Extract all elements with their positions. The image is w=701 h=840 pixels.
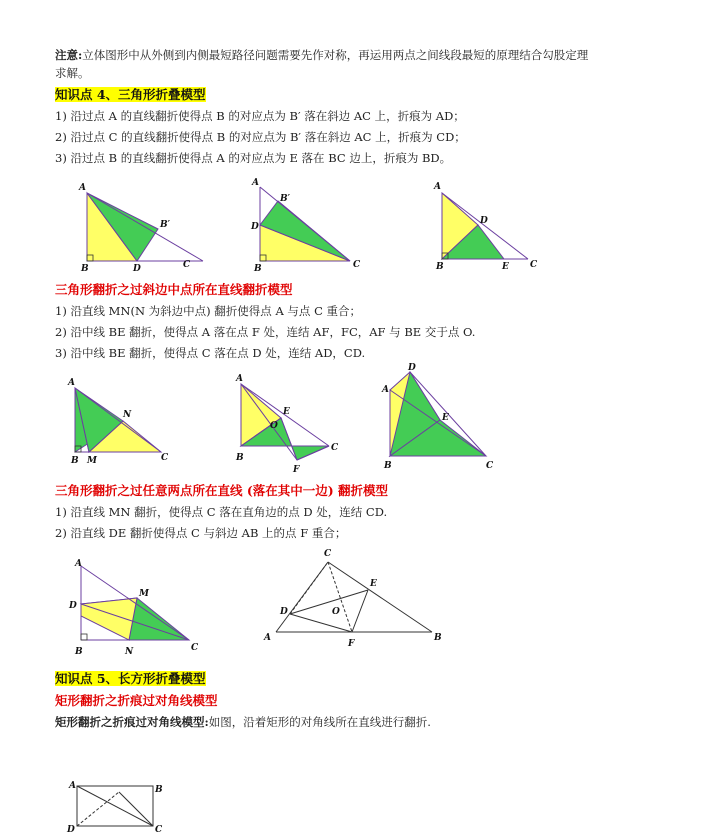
section4-item-2: 2) 沿过点 C 的直线翻折使得点 B 的对应点为 B′ 落在斜边 AC 上，折痕为 CD； bbox=[55, 130, 466, 144]
sub1-item-2: 2) 沿中线 BE 翻折，使得点 A 落在点 F 处，连结 AF，FC，AF 与 BE 交于点 O. bbox=[55, 325, 476, 339]
sub1-item-3: 3) 沿中线 BE 翻折，使得点 C 落在点 D 处，连结 AD，CD. bbox=[55, 346, 366, 360]
s1f2-label-F: F bbox=[293, 465, 300, 475]
f3-label-B: B bbox=[436, 262, 444, 272]
s5-label-C: C bbox=[155, 825, 163, 835]
f3-label-C: C bbox=[530, 260, 538, 270]
s1f3-label-A: A bbox=[382, 385, 389, 395]
f1-label-A: A bbox=[79, 183, 86, 193]
section5-desc-text: 如图，沿着矩形的对角线所在直线进行翻折. bbox=[208, 715, 431, 729]
s2f2-label-F: F bbox=[348, 639, 355, 649]
s1f1-label-A: A bbox=[68, 378, 75, 388]
s1f2-label-C: C bbox=[331, 443, 339, 453]
s2f2-label-B: B bbox=[434, 633, 442, 643]
s2f1-label-A: A bbox=[75, 559, 82, 569]
note-text-2: 求解。 bbox=[55, 66, 90, 80]
s1f2-label-B: B bbox=[236, 453, 244, 463]
s2f2-label-E: E bbox=[370, 579, 377, 589]
f2-label-Bp: B′ bbox=[280, 194, 290, 204]
s2f1-label-N: N bbox=[125, 647, 134, 657]
sub1-figure-2 bbox=[233, 370, 353, 485]
section5-subheading: 矩形翻折之折痕过对角线模型 bbox=[55, 693, 218, 708]
s2f2-label-D: D bbox=[280, 607, 288, 617]
section5-desc-label: 矩形翻折之折痕过对角线模型: bbox=[55, 715, 209, 729]
f3-label-D: D bbox=[480, 216, 488, 226]
f2-label-C: C bbox=[353, 260, 361, 270]
s2f1-label-D: D bbox=[69, 601, 77, 611]
s1f1-label-B: B bbox=[71, 456, 79, 466]
s1f2-label-E: E bbox=[283, 407, 290, 417]
section4-figure-2 bbox=[250, 175, 370, 275]
section4-item-1: 1) 沿过点 A 的直线翻折使得点 B 的对应点为 B′ 落在斜边 AC 上，折痕为 AD； bbox=[55, 109, 465, 123]
s1f1-label-N: N bbox=[123, 410, 132, 420]
sub2-figure-2 bbox=[260, 548, 450, 668]
section4-figures bbox=[55, 175, 675, 283]
section5-heading-line bbox=[55, 668, 675, 690]
sub1-figure-1 bbox=[65, 376, 185, 486]
note-paragraph-cont bbox=[55, 63, 675, 84]
sub2-item-2: 2) 沿直线 DE 翻折使得点 C 与斜边 AB 上的点 F 重合； bbox=[55, 526, 347, 540]
note-paragraph bbox=[55, 44, 675, 66]
s5-label-B: B bbox=[155, 785, 163, 795]
s2f2-label-C: C bbox=[324, 549, 332, 559]
section5-desc bbox=[55, 712, 675, 733]
sub1-item-1: 1) 沿直线 MN(N 为斜边中点) 翻折使得点 A 与点 C 重合； bbox=[55, 304, 362, 318]
document-page bbox=[55, 44, 675, 835]
sub2-figures bbox=[55, 548, 675, 670]
s1f3-label-C: C bbox=[486, 461, 494, 471]
section4-heading-line bbox=[55, 84, 675, 106]
section4-figure-1 bbox=[75, 175, 195, 275]
section5-figure bbox=[61, 780, 171, 840]
sub2-item-1: 1) 沿直线 MN 翻折，使得点 C 落在直角边的点 D 处，连结 CD. bbox=[55, 505, 388, 519]
sub1-figure-3 bbox=[380, 364, 505, 484]
s1f3-label-E: E bbox=[442, 413, 449, 423]
section4-item-3: 3) 沿过点 B 的直线翻折使得点 A 的对应点为 E 落在 BC 边上，折痕为 BD。 bbox=[55, 151, 452, 165]
f2-label-A: A bbox=[252, 178, 259, 188]
f1-label-Bp: B′ bbox=[160, 220, 170, 230]
f1-label-C: C bbox=[183, 260, 191, 270]
sub1-figures bbox=[55, 363, 675, 488]
sub1-heading: 三角形翻折之过斜边中点所在直线翻折模型 bbox=[55, 282, 293, 297]
f2-label-B: B bbox=[254, 264, 262, 274]
f3-label-A: A bbox=[434, 182, 441, 192]
s1f3-label-D: D bbox=[408, 363, 416, 373]
section5-heading: 知识点 5、长方形折叠模型 bbox=[55, 671, 206, 686]
s1f2-label-O: O bbox=[270, 421, 278, 431]
s2f2-label-A: A bbox=[264, 633, 271, 643]
f3-label-E: E bbox=[502, 262, 509, 272]
f2-label-D: D bbox=[251, 222, 259, 232]
s2f1-label-C: C bbox=[191, 643, 199, 653]
note-text: 立体图形中从外侧到内侧最短路径问题需要先作对称，再运用两点之间线段最短的原理结合勾股定理 bbox=[82, 48, 589, 62]
s1f1-label-C: C bbox=[161, 453, 169, 463]
sub2-figure-1 bbox=[65, 558, 199, 668]
sub2-heading: 三角形翻折之过任意两点所在直线 (落在其中一边) 翻折模型 bbox=[55, 483, 389, 498]
section4-heading: 知识点 4、三角形折叠模型 bbox=[55, 87, 206, 102]
f1-label-D: D bbox=[133, 264, 141, 274]
s2f1-label-M: M bbox=[139, 589, 149, 599]
s2f2-label-O: O bbox=[332, 607, 340, 617]
s1f3-label-B: B bbox=[384, 461, 392, 471]
s5-label-D: D bbox=[67, 825, 75, 835]
s1f2-label-A: A bbox=[236, 374, 243, 384]
section4-figure-3 bbox=[430, 175, 550, 275]
s2f1-label-B: B bbox=[75, 647, 83, 657]
section5-subheading-line bbox=[55, 690, 675, 712]
note-label: 注意: bbox=[55, 48, 83, 62]
s1f1-label-M: M bbox=[87, 456, 97, 466]
s5-label-A: A bbox=[69, 781, 76, 791]
f1-label-B: B bbox=[81, 264, 89, 274]
